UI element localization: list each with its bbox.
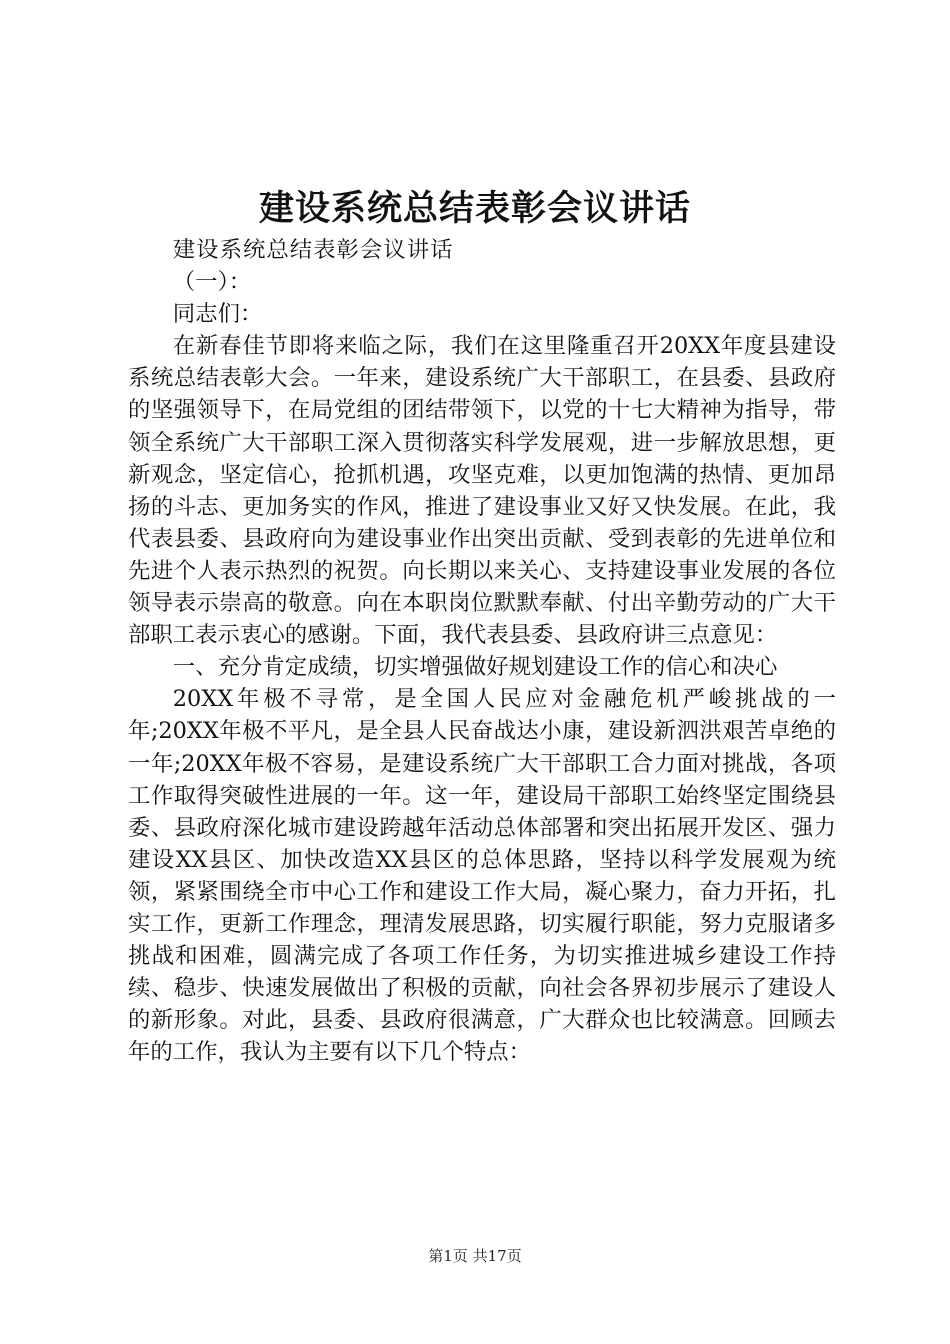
- paragraph-review: 20XX年极不寻常，是全国人民应对金融危机严峻挑战的一年;20XX年极不平凡，是全县人民奋战达小康，建设新泗洪艰苦卓绝的一年;20XX年极不容易，是建设系统广大干部职工合力面对挑战，各项工作取得突破性进展的一年。这一年，建设局干部职工始终坚定围绕县委、县政府深化城市建设跨越年活动总体部署和突出拓展开发区、强力建设XX县区、加快改造XX县区的总体思路，坚持以科学发展观为统领，紧紧围绕全市中心工作和建设工作大局，凝心聚力，奋力开拓，扎实工作，更新工作理念，理清发展思路，切实履行职能，努力克服诸多挑战和困难，圆满完成了各项工作任务，为切实推进城乡建设工作持续、稳步、快速发展做出了积极的贡献，向社会各界初步展示了建设人的新形象。对此，县委、县政府很满意，广大群众也比较满意。回顾去年的工作，我认为主要有以下几个特点：: [128, 686, 836, 1066]
- paragraph-opening: 在新春佳节即将来临之际，我们在这里隆重召开20XX年度县建设系统总结表彰大会。一年来，建设系统广大干部职工，在县委、县政府的坚强领导下，在局党组的团结带领下，以党的十七大精神为指导，带领全系统广大干部职工深入贯彻落实科学发展观，进一步解放思想，更新观念，坚定信心，抢抓机遇，攻坚克难，以更加饱满的热情、更加昂扬的斗志、更加务实的作风，推进了建设事业又好又快发展。在此，我代表县委、县政府向为建设事业作出突出贡献、受到表彰的先进单位和先进个人表示热烈的祝贺。向长期以来关心、支持建设事业发展的各位领导表示崇高的敬意。向在本职岗位默默奉献、付出辛勤劳动的广大干部职工表示衷心的感谢。下面，我代表县委、县政府讲三点意见：: [128, 333, 836, 649]
- document-title: 建设系统总结表彰会议讲话: [258, 189, 691, 229]
- paragraph-heading-one: 一、充分肯定成绩，切实增强做好规划建设工作的信心和决心: [172, 654, 778, 681]
- page-number-footer: 第1页 共17页: [428, 1247, 522, 1265]
- paragraph-section-number: （一）：: [172, 269, 252, 296]
- document-body: [128, 234, 836, 1068]
- paragraph-subtitle: 建设系统总结表彰会议讲话: [172, 237, 454, 263]
- paragraph-salutation: 同志们：: [172, 301, 263, 328]
